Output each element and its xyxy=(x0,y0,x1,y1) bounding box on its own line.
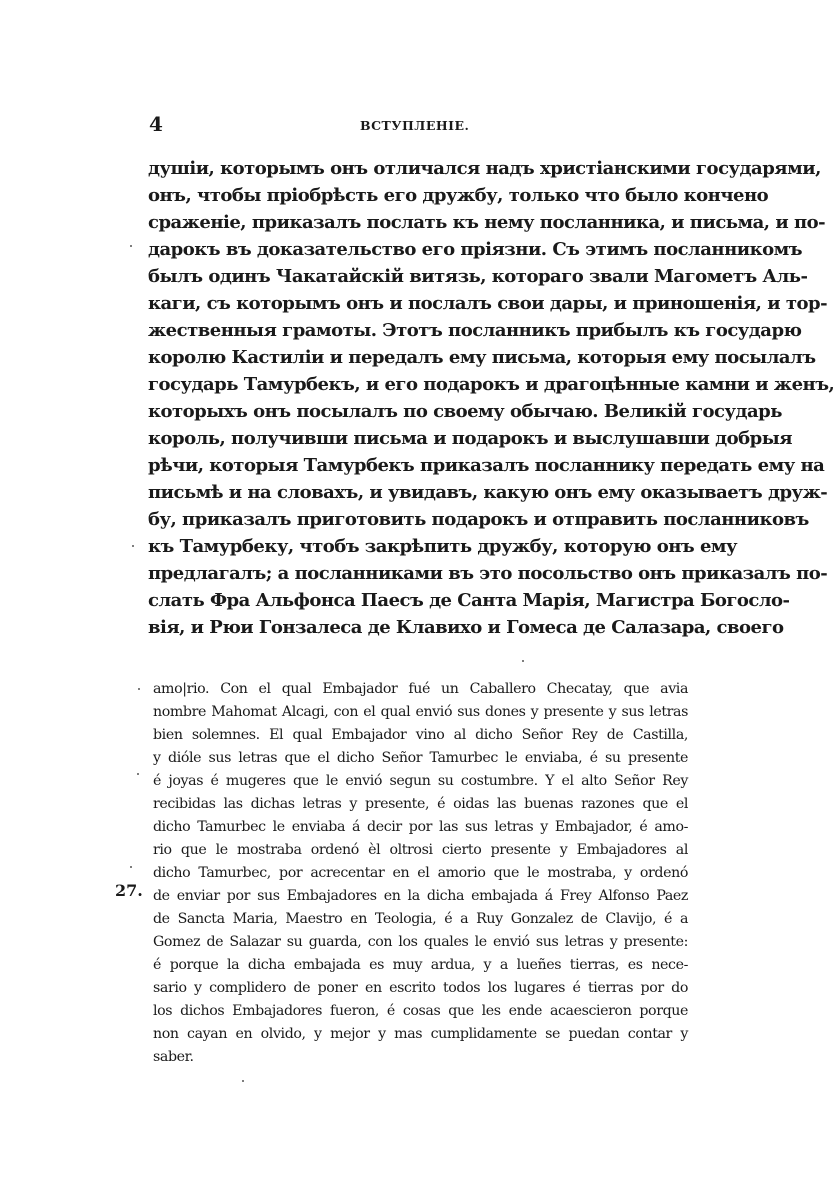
body-line: рѣчи, которыя Тамурбекъ приказалъ посланнику передать ему на xyxy=(148,455,825,476)
running-head: ВСТУПЛЕНІЕ. xyxy=(360,118,470,133)
margin-note-number: 27. xyxy=(115,881,143,900)
footnote-line: y dióle sus letras que el dicho Señor Tamurbec le enviaba, é su presente xyxy=(153,750,688,766)
footnote-line: los dichos Embajadores fueron, é cosas que les ende acaescieron porque xyxy=(153,1003,688,1019)
body-line: дарокъ въ доказательство его пріязни. Съ этимъ посланникомъ xyxy=(148,239,803,260)
body-line: онъ, чтобы пріобрѣсть его дружбу, только что было кончено xyxy=(148,185,769,206)
body-line: слать Фра Альфонса Паесъ де Санта Марія, Магистра Богосло- xyxy=(148,590,790,611)
footnote-line: de Sancta Maria, Maestro en Teologia, é a Ruy Gonzalez de Clavijo, é a xyxy=(153,911,688,927)
body-line: вія, и Рюи Гонзалеса де Клавихо и Гомеса де Салазара, своего xyxy=(148,617,784,638)
body-line: къ Тамурбеку, чтобъ закрѣпить дружбу, которую онъ ему xyxy=(148,536,738,557)
footnote-line: dicho Tamurbec le enviaba á decir por las sus letras y Embajador, é amo- xyxy=(153,819,688,835)
print-speck xyxy=(132,545,134,547)
body-line: былъ одинъ Чакатайскій витязь, котораго звали Магометъ Аль- xyxy=(148,266,808,287)
footnote-line: nombre Mahomat Alcagi, con el qual envió sus dones y presente y sus letras xyxy=(153,704,688,720)
body-line: государь Тамурбекъ, и его подарокъ и драгоцѣнные камни и женъ, xyxy=(148,374,835,395)
footnote-line: non cayan en olvido, y mejor y mas cumplidamente se puedan contar y xyxy=(153,1026,688,1042)
print-speck xyxy=(138,688,140,690)
footnote-line: é joyas é mugeres que le envió segun su costumbre. Y el alto Señor Rey xyxy=(153,773,688,789)
body-line: жественныя грамоты. Этотъ посланникъ прибылъ къ государю xyxy=(148,320,802,341)
footnote-line: amo|rio. Con el qual Embajador fué un Caballero Checatay, que avia xyxy=(153,681,688,697)
footnote-line: de enviar por sus Embajadores en la dicha embajada á Frey Alfonso Paez xyxy=(153,888,688,904)
footnote-line: bien solemnes. El qual Embajador vino al dicho Señor Rey de Castilla, xyxy=(153,727,688,743)
body-line: сраженіе, приказалъ послать къ нему посланника, и письма, и по- xyxy=(148,212,826,233)
body-line: каги, съ которымъ онъ и послалъ свои дары, и приношенія, и тор- xyxy=(148,293,828,314)
print-speck xyxy=(522,660,524,662)
body-line: королю Кастиліи и передалъ ему письма, которыя ему посылалъ xyxy=(148,347,816,368)
footnote-line: saber. xyxy=(153,1049,194,1065)
print-speck xyxy=(130,245,132,247)
body-line: предлагалъ; а посланниками въ это посольство онъ приказалъ по- xyxy=(148,563,828,584)
body-line: король, получивши письма и подарокъ и выслушавши добрыя xyxy=(148,428,793,449)
footnote-line: é porque la dicha embajada es muy ardua, y a lueñes tierras, es nece- xyxy=(153,957,688,973)
footnote-line: sario y complidero de poner en escrito todos los lugares é tierras por do xyxy=(153,980,688,996)
footnote-line: recibidas las dichas letras y presente, é oidas las buenas razones que el xyxy=(153,796,688,812)
print-speck xyxy=(137,773,139,775)
body-line: бу, приказалъ приготовить подарокъ и отправить посланниковъ xyxy=(148,509,809,530)
body-line: письмѣ и на словахъ, и увидавъ, какую онъ ему оказываетъ друж- xyxy=(148,482,828,503)
body-line: которыхъ онъ посылалъ по своему обычаю. Великій государь xyxy=(148,401,782,422)
body-line: душіи, которымъ онъ отличался надъ христіанскими государями, xyxy=(148,158,821,179)
print-speck xyxy=(130,866,132,868)
footnote-line: dicho Tamurbec, por acrecentar en el amorio que le mostraba, y ordenó xyxy=(153,865,688,881)
footnote-line: rio que le mostraba ordenó èl oltrosi cierto presente y Embajadores al xyxy=(153,842,688,858)
print-speck xyxy=(242,1080,244,1082)
page-number: 4 xyxy=(149,112,163,136)
footnote-line: Gomez de Salazar su guarda, con los quales le envió sus letras y presente: xyxy=(153,934,688,950)
